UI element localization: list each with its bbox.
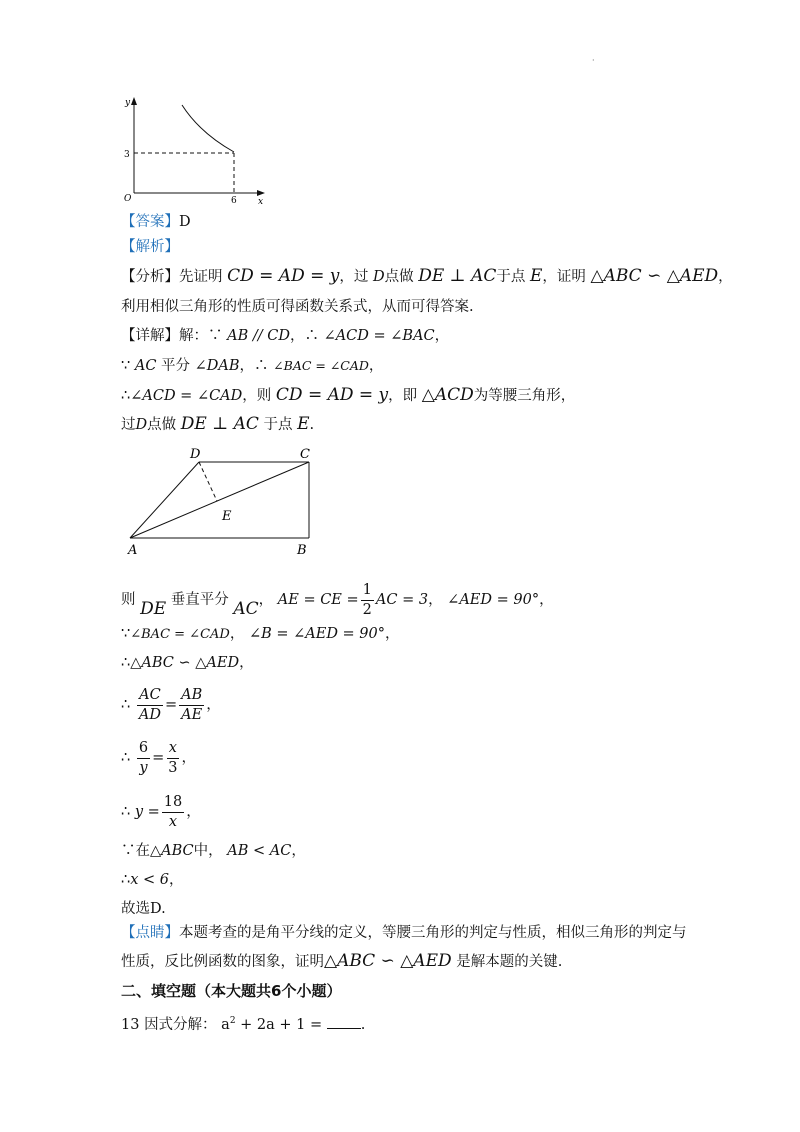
numerator: x [167,739,179,759]
analysis-tag: 【解析】 [121,239,179,255]
answer-blank[interactable] [327,1014,361,1029]
denominator: 3 [168,759,178,776]
step-5 [121,738,196,778]
math: DE ⊥ AC [418,266,497,286]
math: ∠B = ∠AED = 90° [248,626,386,642]
text: ∵在 [121,843,150,859]
label-e: E [222,509,232,524]
equals: = [164,697,178,713]
numerator: AC [137,686,163,706]
math: x < 6 [130,872,170,888]
math: AE = CE = [277,592,359,608]
text: ，即 [388,388,418,404]
detail-tag: 【详解】 [121,328,179,344]
text: ，过 [339,269,369,285]
comment-tag: 【点睛】 [121,925,179,941]
text: ， [428,592,443,608]
math: ∠ACD = ∠BAC [323,328,435,344]
text: ， [434,328,450,344]
comment-line-1 [121,922,687,944]
math: CD = AD = y [227,266,340,286]
text: 解：∵ [179,328,223,344]
detail-line-3 [121,384,575,407]
denominator: 2 [362,601,372,618]
denominator: x [168,813,178,830]
superscript: 2 [229,1016,236,1026]
text: ∵ [121,626,131,642]
text: 于点 [263,417,293,433]
numerator: 1 [361,581,374,601]
x-axis-arrow [257,190,265,196]
math: △ABC [150,843,194,859]
y-axis-arrow [131,97,137,105]
origin-label: O [124,194,132,204]
text: ， [718,269,733,285]
label-d: D [190,447,201,462]
step-7 [121,840,306,862]
math: CD = AD = y [275,385,389,405]
text: 点做 [147,417,177,433]
math: E [529,266,543,286]
fenxi-line-1 [121,265,733,288]
text: ∴ [121,697,131,713]
text: ， [181,750,196,766]
answer-tag: 【答案】 [121,214,179,230]
question-13 [121,1010,365,1036]
math: AB // CD [227,328,290,344]
fraction-half [361,581,374,620]
step-4 [121,685,221,725]
step-6 [121,792,201,832]
denominator: AD [138,706,161,723]
y-axis-label: y [125,98,131,108]
text: ， [368,358,384,374]
fraction-18-x [162,793,184,832]
denominator: y [139,759,148,776]
text: ， [291,843,306,859]
numerator: AB [179,686,204,706]
text: 本题考查的是角平分线的定义，等腰三角形的判定与性质，相似三角形的判定与 [179,925,687,941]
text: ， [206,697,221,713]
step-2 [121,623,400,646]
page-mark: · [592,56,595,65]
answer-value: D [179,214,191,230]
label-b: B [297,543,307,558]
trapezoid-figure [118,440,328,562]
denominator: AE [181,706,203,723]
fraction-ab-ae [179,686,204,725]
text: ∴ [121,872,131,888]
step-8 [121,869,184,891]
text: 过 [121,417,136,433]
math: AC = 3 [375,592,429,608]
diagonal-ac [130,462,309,538]
text: ， [539,592,554,608]
text: 是解本题的关键. [456,954,563,970]
text: . [309,417,315,433]
text: ，∴ [239,358,269,374]
text: 于点 [496,269,526,285]
x-axis-label: x [258,197,264,205]
label-c: C [300,447,310,462]
numerator: 6 [137,739,150,759]
math: AC [134,358,157,374]
text: 点做 [384,269,414,285]
text: ， [186,804,201,820]
math: D [372,269,385,285]
text: 垂直平分 [170,592,229,608]
text: ∴ [121,804,131,820]
numerator: 18 [162,793,184,813]
function-graph [110,93,270,205]
side-ad [130,462,199,538]
math: E [297,414,310,434]
x-tick-label: 6 [231,196,237,205]
text: ， [229,626,245,642]
text: ∵ [121,358,131,374]
text: 因式分解： [144,1016,217,1033]
text: 平分 [161,358,191,374]
math: DE ⊥ AC [180,414,259,434]
math: ∠ACD = ∠CAD [130,388,243,404]
math: △ABC ∽ △AED [590,266,719,286]
label-a: A [128,543,138,558]
section-title: 二、填空题（本大题共6个小题） [121,982,342,1000]
text: 先证明 [179,269,223,285]
math: ∠BAC = ∠CAD [273,358,369,373]
equals: = [152,750,165,766]
math: + 2a + 1 = [235,1016,323,1033]
math: △ABC ∽ △AED [130,655,240,671]
math: △ACD [421,385,474,405]
step-9: 故选D. [121,901,166,917]
detail-line-4 [121,413,314,436]
text: ， [258,592,274,608]
text: 中， [193,843,223,859]
text: ， [385,626,400,642]
text: . [360,1016,366,1033]
hyperbola-curve [182,105,234,152]
text: 为等腰三角形， [473,388,576,404]
fraction-6-y [137,739,150,778]
question-number: 13 [121,1016,140,1033]
math: ∠DAB [194,358,240,374]
comment-line-2 [121,950,562,973]
text: ∴ [121,750,131,766]
answer-line [121,211,191,233]
segment-de [199,462,217,501]
text: ， [169,872,184,888]
math: ∠BAC = ∠CAD [130,627,230,642]
fraction-x-3 [166,739,179,778]
text: 性质，反比例函数的图象，证明 [121,954,324,970]
text: ， [239,655,254,671]
text: ∴ [121,388,131,404]
fenxi-tag: 【分析】 [121,269,179,285]
fenxi-line-2: 利用相似三角形的性质可得函数关系式，从而可得答案. [121,299,474,315]
math: DE [140,599,167,619]
math: △ABC ∽ △AED [324,951,452,971]
y-tick-label: 3 [124,150,130,160]
detail-line-2 [121,355,383,377]
detail-line-1 [121,325,449,347]
math: a [221,1016,230,1033]
step-3 [121,652,254,674]
math: y = [134,804,160,820]
math: ∠AED = 90° [447,592,540,608]
step-1 [121,580,554,629]
text: ，证明 [542,269,586,285]
text: ，∴ [289,328,319,344]
analysis-tag-line [121,236,179,258]
text: ，则 [242,388,272,404]
math: D [135,417,148,433]
text: 则 [121,592,136,608]
text: ∴ [121,655,131,671]
math: AC [233,599,259,619]
math: AB < AC [227,843,292,859]
fraction-ac-ad [137,686,163,725]
